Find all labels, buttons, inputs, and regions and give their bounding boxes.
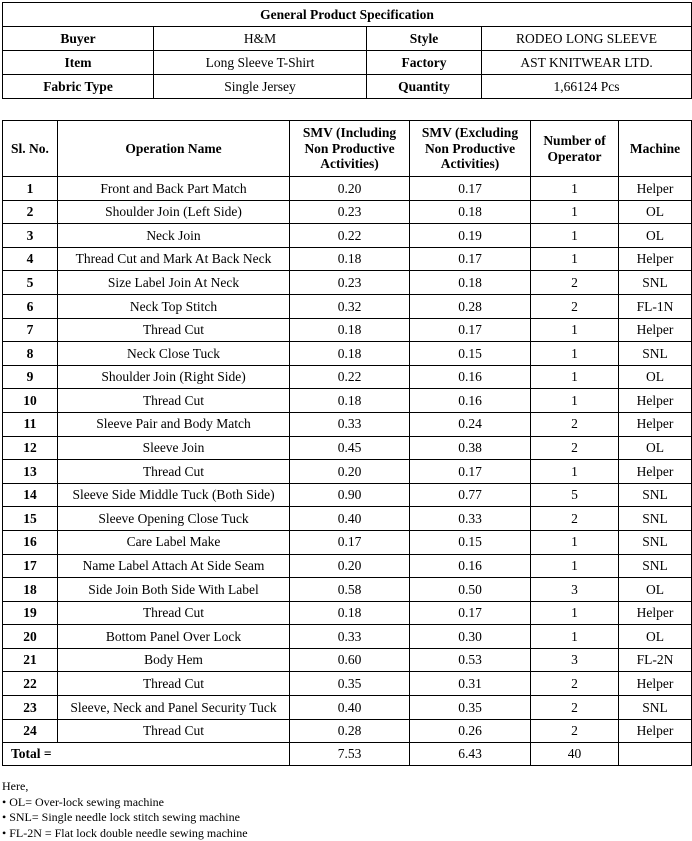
fabric-type-value: Single Jersey [154, 75, 367, 99]
cell-number-of-operator: 5 [531, 483, 619, 507]
header-smv-excluding: SMV (Excluding Non Productive Activities) [410, 121, 531, 177]
cell-machine: OL [619, 200, 692, 224]
table-row [3, 696, 692, 720]
table-row [3, 530, 692, 554]
table-row [3, 271, 692, 295]
cell-smv-excluding: 0.26 [410, 719, 531, 743]
cell-number-of-operator: 2 [531, 672, 619, 696]
fabric-type-label: Fabric Type [3, 75, 154, 99]
total-smv-excluding: 6.43 [410, 743, 531, 766]
cell-machine: Helper [619, 389, 692, 413]
cell-machine: Helper [619, 719, 692, 743]
table-row [3, 719, 692, 743]
cell-sl-no: 3 [3, 224, 58, 248]
total-operators: 40 [531, 743, 619, 766]
cell-operation-name: Thread Cut [58, 318, 290, 342]
cell-sl-no: 11 [3, 412, 58, 436]
cell-smv-including: 0.18 [290, 342, 410, 366]
cell-smv-including: 0.18 [290, 601, 410, 625]
operation-rows [3, 177, 692, 743]
operation-breakdown-table [2, 120, 692, 766]
cell-sl-no: 15 [3, 507, 58, 531]
cell-sl-no: 4 [3, 247, 58, 271]
cell-smv-excluding: 0.17 [410, 601, 531, 625]
machine-legend [2, 779, 602, 841]
cell-operation-name: Sleeve Join [58, 436, 290, 460]
cell-smv-including: 0.28 [290, 719, 410, 743]
cell-sl-no: 2 [3, 200, 58, 224]
buyer-value: H&M [154, 27, 367, 51]
cell-smv-including: 0.22 [290, 365, 410, 389]
cell-machine: SNL [619, 696, 692, 720]
cell-number-of-operator: 1 [531, 318, 619, 342]
cell-number-of-operator: 1 [531, 342, 619, 366]
table-header-row [3, 121, 692, 177]
cell-smv-including: 0.23 [290, 200, 410, 224]
cell-smv-including: 0.18 [290, 247, 410, 271]
total-smv-including: 7.53 [290, 743, 410, 766]
cell-number-of-operator: 2 [531, 696, 619, 720]
header-machine: Machine [619, 121, 692, 177]
cell-smv-excluding: 0.35 [410, 696, 531, 720]
cell-number-of-operator: 2 [531, 271, 619, 295]
cell-number-of-operator: 2 [531, 294, 619, 318]
cell-machine: OL [619, 224, 692, 248]
product-specification-table [2, 2, 692, 99]
table-row [3, 177, 692, 201]
cell-number-of-operator: 3 [531, 578, 619, 602]
cell-smv-including: 0.18 [290, 318, 410, 342]
cell-operation-name: Thread Cut [58, 601, 290, 625]
cell-smv-excluding: 0.17 [410, 247, 531, 271]
cell-smv-excluding: 0.18 [410, 200, 531, 224]
cell-operation-name: Name Label Attach At Side Seam [58, 554, 290, 578]
table-row [3, 389, 692, 413]
quantity-value: 1,66124 Pcs [482, 75, 692, 99]
cell-machine: SNL [619, 530, 692, 554]
cell-smv-excluding: 0.17 [410, 460, 531, 484]
cell-sl-no: 8 [3, 342, 58, 366]
cell-smv-excluding: 0.24 [410, 412, 531, 436]
cell-smv-excluding: 0.33 [410, 507, 531, 531]
cell-sl-no: 14 [3, 483, 58, 507]
cell-sl-no: 13 [3, 460, 58, 484]
cell-smv-excluding: 0.50 [410, 578, 531, 602]
cell-sl-no: 21 [3, 648, 58, 672]
cell-number-of-operator: 2 [531, 719, 619, 743]
cell-operation-name: Thread Cut [58, 719, 290, 743]
cell-smv-excluding: 0.53 [410, 648, 531, 672]
cell-operation-name: Body Hem [58, 648, 290, 672]
cell-machine: Helper [619, 672, 692, 696]
cell-number-of-operator: 3 [531, 648, 619, 672]
cell-sl-no: 6 [3, 294, 58, 318]
cell-sl-no: 9 [3, 365, 58, 389]
cell-sl-no: 10 [3, 389, 58, 413]
header-operation-name: Operation Name [58, 121, 290, 177]
cell-smv-excluding: 0.16 [410, 365, 531, 389]
cell-number-of-operator: 1 [531, 224, 619, 248]
cell-operation-name: Thread Cut [58, 389, 290, 413]
cell-sl-no: 7 [3, 318, 58, 342]
cell-operation-name: Bottom Panel Over Lock [58, 625, 290, 649]
cell-sl-no: 20 [3, 625, 58, 649]
cell-number-of-operator: 1 [531, 601, 619, 625]
cell-smv-excluding: 0.17 [410, 177, 531, 201]
cell-machine: OL [619, 625, 692, 649]
cell-sl-no: 24 [3, 719, 58, 743]
cell-smv-including: 0.35 [290, 672, 410, 696]
cell-number-of-operator: 1 [531, 389, 619, 413]
style-label: Style [367, 27, 482, 51]
table-row [3, 342, 692, 366]
cell-operation-name: Sleeve Side Middle Tuck (Both Side) [58, 483, 290, 507]
legend-item: • OL= Over-lock sewing machine [2, 794, 165, 809]
header-sl-no: Sl. No. [3, 121, 58, 177]
cell-smv-including: 0.23 [290, 271, 410, 295]
table-row [3, 436, 692, 460]
cell-smv-excluding: 0.38 [410, 436, 531, 460]
table-row [3, 554, 692, 578]
table-row [3, 318, 692, 342]
cell-smv-including: 0.22 [290, 224, 410, 248]
total-row [3, 743, 692, 766]
cell-sl-no: 12 [3, 436, 58, 460]
cell-smv-excluding: 0.30 [410, 625, 531, 649]
cell-smv-excluding: 0.19 [410, 224, 531, 248]
cell-number-of-operator: 2 [531, 412, 619, 436]
cell-machine: SNL [619, 554, 692, 578]
cell-operation-name: Thread Cut and Mark At Back Neck [58, 247, 290, 271]
cell-number-of-operator: 1 [531, 247, 619, 271]
cell-smv-including: 0.90 [290, 483, 410, 507]
cell-sl-no: 1 [3, 177, 58, 201]
table-row [3, 224, 692, 248]
cell-machine: SNL [619, 271, 692, 295]
cell-smv-excluding: 0.77 [410, 483, 531, 507]
legend-intro: Here, [2, 779, 29, 793]
item-label: Item [3, 51, 154, 75]
cell-operation-name: Sleeve Opening Close Tuck [58, 507, 290, 531]
cell-smv-excluding: 0.28 [410, 294, 531, 318]
table-row [3, 507, 692, 531]
cell-smv-including: 0.17 [290, 530, 410, 554]
cell-machine: OL [619, 436, 692, 460]
cell-machine: Helper [619, 247, 692, 271]
legend-item: • SNL= Single needle lock stitch sewing machine [2, 810, 240, 824]
cell-sl-no: 17 [3, 554, 58, 578]
table-row [3, 412, 692, 436]
cell-smv-including: 0.40 [290, 696, 410, 720]
cell-number-of-operator: 1 [531, 554, 619, 578]
cell-machine: SNL [619, 507, 692, 531]
cell-sl-no: 5 [3, 271, 58, 295]
cell-smv-including: 0.40 [290, 507, 410, 531]
cell-machine: Helper [619, 460, 692, 484]
cell-smv-including: 0.60 [290, 648, 410, 672]
cell-number-of-operator: 2 [531, 507, 619, 531]
total-machine [619, 743, 692, 766]
cell-smv-including: 0.32 [290, 294, 410, 318]
cell-smv-excluding: 0.16 [410, 554, 531, 578]
cell-number-of-operator: 1 [531, 530, 619, 554]
cell-sl-no: 18 [3, 578, 58, 602]
cell-machine: OL [619, 365, 692, 389]
cell-number-of-operator: 1 [531, 200, 619, 224]
cell-operation-name: Thread Cut [58, 460, 290, 484]
cell-sl-no: 19 [3, 601, 58, 625]
style-value: RODEO LONG SLEEVE [482, 27, 692, 51]
cell-sl-no: 23 [3, 696, 58, 720]
item-value: Long Sleeve T-Shirt [154, 51, 367, 75]
cell-machine: FL-1N [619, 294, 692, 318]
table-row [3, 247, 692, 271]
table-row [3, 601, 692, 625]
cell-machine: OL [619, 578, 692, 602]
cell-operation-name: Neck Join [58, 224, 290, 248]
table-row [3, 365, 692, 389]
table-row [3, 625, 692, 649]
cell-number-of-operator: 1 [531, 177, 619, 201]
cell-machine: Helper [619, 318, 692, 342]
cell-sl-no: 22 [3, 672, 58, 696]
cell-smv-including: 0.58 [290, 578, 410, 602]
header-number-of-operator: Number of Operator [531, 121, 619, 177]
cell-smv-excluding: 0.16 [410, 389, 531, 413]
cell-operation-name: Sleeve Pair and Body Match [58, 412, 290, 436]
cell-smv-including: 0.45 [290, 436, 410, 460]
cell-machine: Helper [619, 412, 692, 436]
total-label: Total = [3, 743, 290, 766]
cell-operation-name: Side Join Both Side With Label [58, 578, 290, 602]
cell-smv-excluding: 0.15 [410, 530, 531, 554]
table-row [3, 672, 692, 696]
factory-label: Factory [367, 51, 482, 75]
cell-machine: SNL [619, 342, 692, 366]
cell-operation-name: Neck Top Stitch [58, 294, 290, 318]
cell-machine: Helper [619, 601, 692, 625]
cell-smv-including: 0.20 [290, 460, 410, 484]
table-row [3, 294, 692, 318]
legend-item: • FL-2N = Flat lock double needle sewing machine [2, 825, 248, 840]
cell-smv-including: 0.33 [290, 625, 410, 649]
table-row [3, 200, 692, 224]
cell-operation-name: Care Label Make [58, 530, 290, 554]
cell-operation-name: Front and Back Part Match [58, 177, 290, 201]
cell-smv-excluding: 0.18 [410, 271, 531, 295]
cell-machine: Helper [619, 177, 692, 201]
cell-operation-name: Shoulder Join (Right Side) [58, 365, 290, 389]
cell-smv-excluding: 0.15 [410, 342, 531, 366]
quantity-label: Quantity [367, 75, 482, 99]
cell-smv-including: 0.18 [290, 389, 410, 413]
factory-value: AST KNITWEAR LTD. [482, 51, 692, 75]
cell-number-of-operator: 1 [531, 625, 619, 649]
cell-sl-no: 16 [3, 530, 58, 554]
table-row [3, 483, 692, 507]
cell-smv-excluding: 0.17 [410, 318, 531, 342]
spec-title: General Product Specification [3, 3, 692, 27]
header-smv-including: SMV (Including Non Productive Activities) [290, 121, 410, 177]
table-row [3, 578, 692, 602]
cell-smv-including: 0.20 [290, 554, 410, 578]
table-row [3, 460, 692, 484]
cell-smv-including: 0.33 [290, 412, 410, 436]
cell-operation-name: Sleeve, Neck and Panel Security Tuck [58, 696, 290, 720]
cell-number-of-operator: 1 [531, 365, 619, 389]
buyer-label: Buyer [3, 27, 154, 51]
cell-number-of-operator: 1 [531, 460, 619, 484]
cell-smv-excluding: 0.31 [410, 672, 531, 696]
cell-smv-including: 0.20 [290, 177, 410, 201]
cell-operation-name: Shoulder Join (Left Side) [58, 200, 290, 224]
cell-operation-name: Size Label Join At Neck [58, 271, 290, 295]
cell-number-of-operator: 2 [531, 436, 619, 460]
cell-operation-name: Thread Cut [58, 672, 290, 696]
cell-machine: FL-2N [619, 648, 692, 672]
cell-operation-name: Neck Close Tuck [58, 342, 290, 366]
cell-machine: SNL [619, 483, 692, 507]
table-row [3, 648, 692, 672]
